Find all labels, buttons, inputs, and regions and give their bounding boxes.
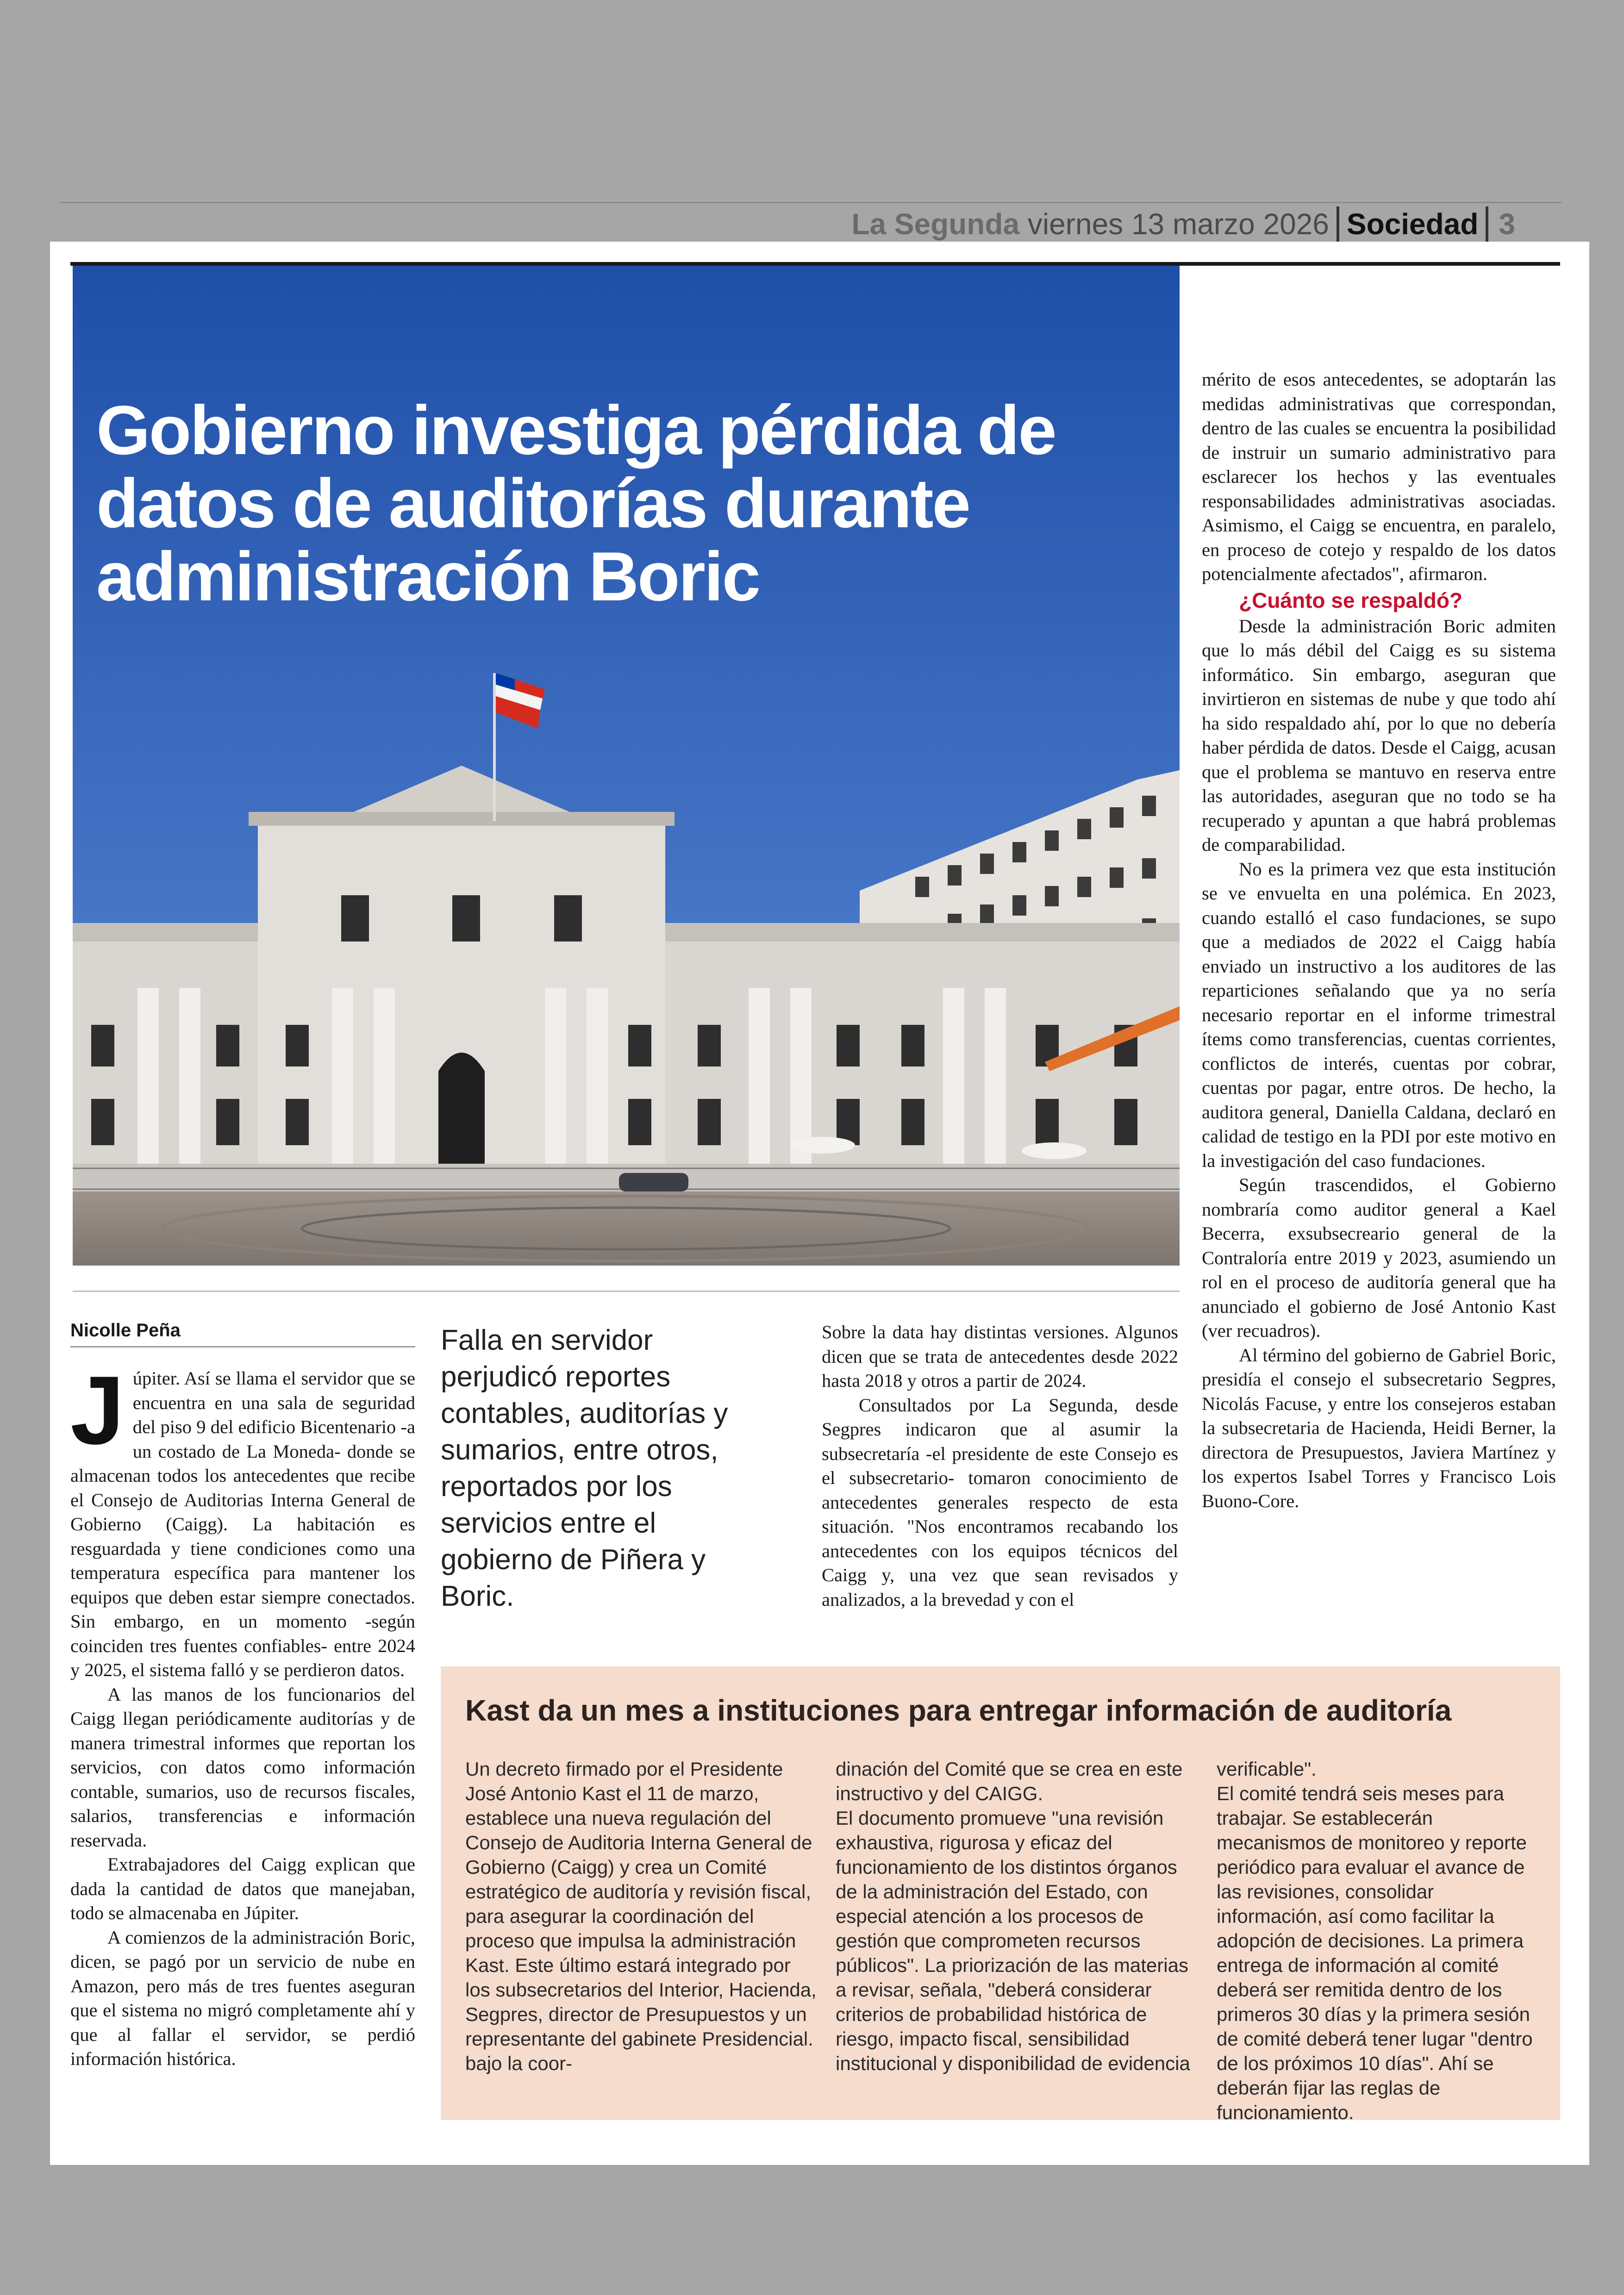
- deck-summary: Falla en servidor perjudicó reportes contables, auditorías y sumarios, entre otros, reportados por los servicios entre el gobierno de Piñera y Boric.: [441, 1324, 728, 1612]
- box-paragraph: El documento promueve "una revisión exhaustiva, rigurosa y eficaz del funcionamiento de los distintos órganos de la administración del Estado, con especial atención a los procesos de gestión que comprometen recursos públicos". La priorización de las materias a revisar, señala, "deberá considerar criterios de probabilidad histórica de riesgo, impacto fiscal, sensibilidad institucional y disponibilidad de evidencia: [836, 1807, 1190, 2074]
- sidebar-box-column-2: [836, 1757, 1197, 2076]
- photo-divider: [73, 1291, 1180, 1292]
- top-thick-rule: [70, 262, 1560, 266]
- paragraph: A las manos de los funcionarios del Caigg llegan periódicamente auditorías y de manera trimestral informes que reportan los servicios, con datos como información contable, sumarios, uso de recursos fiscales, salarios, transferencias e información reservada.: [70, 1684, 415, 1851]
- paragraph: mérito de esos antecedentes, se adoptarán las medidas administrativas que correspondan, dentro de las cuales se encuentra la posibilidad de instruir un sumario administrativo para esclarecer los hechos y las eventuales responsabilidades administrativas asociadas. Asimismo, el Caigg se encuentra, en paralelo, en proceso de cotejo y respaldo de los datos potencialmente afectados", afirmaron.: [1202, 369, 1556, 584]
- paragraph: Sobre la data hay distintas versiones. Algunos dicen que se trata de antecedentes desde 2022 hasta 2018 y otros a partir de 2024.: [822, 1322, 1178, 1391]
- sidebar-box-column-3: [1217, 1757, 1541, 2125]
- section-name: Sociedad: [1346, 207, 1479, 241]
- paragraph: A comienzos de la administración Boric, dicen, se pagó por un servicio de nube en Amazon, pero más de tres fuentes aseguran que el sistema no migró completamente ahí y que al fallar el servidor, se perdió información histórica.: [70, 1927, 415, 2069]
- newspaper-name: La Segunda: [851, 207, 1020, 241]
- sidebar-box-column-1: [465, 1757, 817, 2076]
- paragraph: Al término del gobierno de Gabriel Boric, presidía el consejo el subsecretario Segpres, Nicolás Facuse, y entre los consejeros estaban la subsecretaria de Hacienda, Heidi Berner, la directora de Presupuestos, Javiera Martínez y los expertos Isabel Torres y Francisco Lois Buono-Core.: [1202, 1344, 1556, 1511]
- drop-cap: J: [70, 1356, 125, 1465]
- box-paragraph: El comité tendrá seis meses para trabajar. Se establecerán mecanismos de monitoreo y reporte periódico para evaluar el avance de las revisiones, consolidar información, así como facilitar la adopción de decisiones. La primera entrega de información al comité deberá ser remitida dentro de los primeros 30 días y la primera sesión de comité deberá tener lugar "dentro de los próximos 10 días". Ahí se deberán fijar las reglas de funcionamiento.: [1217, 1783, 1533, 2123]
- paragraph: Según trascendidos, el Gobierno nombraría como auditor general a Kael Becerra, exsubsecreario general de la Contraloría entre 2019 y 2023, asumiendo un rol en el proceso de auditoría general que ha anunciado el gobierno de José Antonio Kast (ver recuadros).: [1202, 1174, 1556, 1341]
- article-column-3: [822, 1320, 1178, 1612]
- box-paragraph: verificable".: [1217, 1758, 1317, 1780]
- paragraph: Consultados por La Segunda, desde Segpres indicaron que al asumir la subsecretaría -el presidente de este Consejo es el subsecretario- tomaron conocimiento de antecedentes generales respecto de esta situación. "Nos encontramos recabando los antecedentes con los equipos técnicos del Caigg y, una vez que sean revisados y analizados, a la brevedad y con el: [822, 1394, 1178, 1610]
- header-divider: [1337, 206, 1339, 242]
- paragraph: Extrabajadores del Caigg explican que dada la cantidad de datos que manejaban, todo se almacenaba en Júpiter.: [70, 1854, 415, 1923]
- box-paragraph: Un decreto firmado por el Presidente José Antonio Kast el 11 de marzo, establece una nueva regulación del Consejo de Auditoria Interna General de Gobierno (Caigg) y crea un Comité estratégico de auditoría y revisión fiscal, para asegurar la coordinación del proceso que impulsa la administración Kast. Este último estará integrado por los subsecretarios del Interior, Hacienda, Segpres, director de Presupuestos y un representante del gabinete Presidencial. bajo la coor-: [465, 1758, 817, 2074]
- paragraph: Desde la administración Boric admiten que lo más débil del Caigg es su sistema informático. Sin embargo, aseguran que invirtieron en sistemas de nube y que todo ahí ha sido respaldado ahí, por lo que no debería haber pérdida de datos. Desde el Caigg, acusan que el problema se mantuvo en reserva entre las autoridades, aseguran que no todo se ha recuperado y apuntan a que habrá problemas de comparabilidad.: [1202, 615, 1556, 855]
- header-divider: [1486, 206, 1488, 242]
- byline-rule: [70, 1346, 415, 1347]
- headline: Gobierno investiga pérdida de datos de auditorías durante administración Boric: [96, 391, 1056, 615]
- paragraph: No es la primera vez que esta institución se ve envuelta en una polémica. En 2023, cuando estalló el caso fundaciones, se supo que a mediados de 2022 el Caigg había enviado un instructivo a los auditores de las reparticiones señalando que ya no sería necesario reportar en el informe trimestral ítems como transferencias, cuentas corrientes, conflictos de interés, cuentas por cobrar, cuentas por pagar, entre otros. De hecho, la auditora general, Daniella Caldana, declaró en calidad de testigo en la PDI por este motivo en la investigación del caso fundaciones.: [1202, 858, 1556, 1171]
- issue-date: viernes 13 marzo 2026: [1027, 207, 1329, 241]
- page-number: 3: [1499, 207, 1515, 241]
- article-column-4: [1202, 368, 1556, 1513]
- article-column-1: [70, 1356, 415, 2071]
- page-header: [59, 204, 1562, 242]
- header-top-rule: [59, 202, 1562, 203]
- box-paragraph: dinación del Comité que se crea en este instructivo y del CAIGG.: [836, 1758, 1183, 1804]
- subheading: ¿Cuánto se respaldó?: [1239, 588, 1463, 612]
- paragraph: úpiter. Así se llama el servidor que se encuentra en una sala de seguridad del piso 9 del edificio Bicentenario -a un costado de La Moneda- donde se almacenan todos los antecedentes que recibe el Consejo de Auditorias Interna General de Gobierno (Caigg). La habitación es resguardada y tiene condiciones como una temperatura específica para mantener los equipos que deben estar siempre conectados. Sin embargo, en un momento -según coinciden tres fuentes confiables- entre 2024 y 2025, el sistema falló y se perdieron datos.: [70, 1368, 415, 1680]
- sidebar-box-title: Kast da un mes a instituciones para entregar información de auditoría: [465, 1694, 1452, 1727]
- byline: Nicolle Peña: [70, 1320, 181, 1341]
